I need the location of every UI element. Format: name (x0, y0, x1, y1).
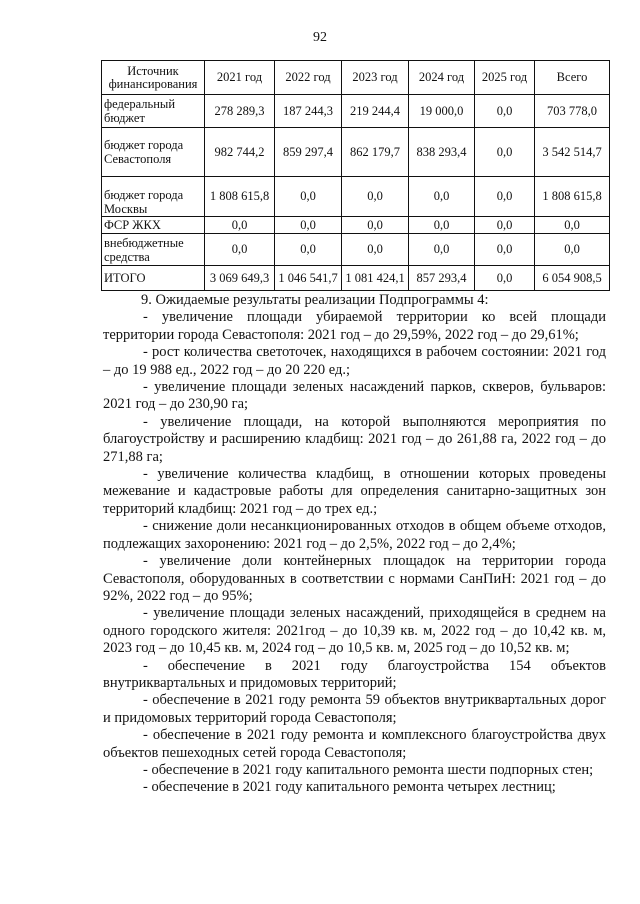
table-cell: 0,0 (409, 234, 475, 266)
table-cell: 0,0 (535, 234, 610, 266)
column-header: Источник финансирования (102, 61, 205, 95)
table-cell: 187 244,3 (275, 95, 342, 128)
table-cell: 6 054 908,5 (535, 266, 610, 291)
financing-table (101, 60, 610, 291)
table-cell: 857 293,4 (409, 266, 475, 291)
table-cell: 0,0 (342, 177, 409, 217)
table-row (102, 95, 610, 128)
page-number: 92 (313, 30, 327, 45)
table-cell: 0,0 (535, 217, 610, 234)
table-cell: 3 542 514,7 (535, 128, 610, 177)
table-cell: 0,0 (275, 234, 342, 266)
column-header: Всего (535, 61, 610, 95)
list-item: - увеличение площади, на которой выполняются мероприятия по благоустройству и расширению кладбищ: 2021 год – до 261,88 га, 2022 год – до 271,88 га; (103, 413, 606, 465)
column-header: 2025 год (475, 61, 535, 95)
table-cell: 1 808 615,8 (205, 177, 275, 217)
table-cell: 0,0 (409, 177, 475, 217)
table-cell: 838 293,4 (409, 128, 475, 177)
table-cell: 859 297,4 (275, 128, 342, 177)
table-cell: 0,0 (275, 177, 342, 217)
list-item: - увеличение площади зеленых насаждений, приходящейся в среднем на одного городского жителя: 2021год – до 10,39 кв. м, 2022 год – до 10,42 кв. м, 2023 год – до 10,45 кв. м, 2024 год – до 10,5 кв. м, 2025 год – до 10,52 кв. м; (103, 605, 606, 657)
row-source: ФСР ЖКХ (102, 217, 205, 234)
table-header-row (102, 61, 610, 95)
table-cell: 0,0 (475, 177, 535, 217)
table-cell: 862 179,7 (342, 128, 409, 177)
list-item: - снижение доли несанкционированных отходов в общем объеме отходов, подлежащих захоронению: 2021 год – до 2,5%, 2022 год – до 2,4%; (103, 518, 606, 552)
table-cell: 703 778,0 (535, 95, 610, 128)
table-cell: 1 081 424,1 (342, 266, 409, 291)
list-item: - обеспечение в 2021 году ремонта и комплексного благоустройства двух объектов пешеходных сетей города Севастополя; (103, 727, 606, 761)
list-item: - увеличение площади зеленых насаждений парков, скверов, бульваров: 2021 год – до 230,90 га; (103, 379, 606, 413)
table-cell: 3 069 649,3 (205, 266, 275, 291)
table-cell: 0,0 (342, 217, 409, 234)
table-cell: 0,0 (475, 128, 535, 177)
row-source: федеральный бюджет (102, 95, 205, 128)
expected-results-section (103, 292, 606, 797)
table-cell: 0,0 (475, 234, 535, 266)
table-cell: 0,0 (475, 95, 535, 128)
row-source: бюджет города Москвы (102, 177, 205, 217)
section-heading: 9. Ожидаемые результаты реализации Подпрограммы 4: (141, 292, 489, 308)
list-item: - рост количества светоточек, находящихся в рабочем состоянии: 2021 год – до 19 988 ед., 2022 год – до 20 220 ед.; (103, 344, 606, 378)
list-item: - обеспечение в 2021 году капитального ремонта четырех лестниц; (143, 779, 556, 796)
row-source: бюджет города Севастополя (102, 128, 205, 177)
list-item: - обеспечение в 2021 году капитального ремонта шести подпорных стен; (143, 761, 594, 778)
table-row (102, 177, 610, 217)
column-header: 2024 год (409, 61, 475, 95)
list-item: - обеспечение в 2021 году ремонта 59 объектов внутриквартальных дорог и придомовых территорий города Севастополя; (103, 692, 606, 726)
table-cell: 0,0 (475, 266, 535, 291)
table-cell: 0,0 (342, 234, 409, 266)
table-cell: 1 046 541,7 (275, 266, 342, 291)
table-cell: 0,0 (205, 234, 275, 266)
column-header: 2022 год (275, 61, 342, 95)
list-item: - увеличение количества кладбищ, в отношении которых проведены межевание и кадастровые работы для определения санитарно-защитных зон территорий кладбищ: 2021 год – до трех ед.; (103, 466, 606, 517)
list-item: - увеличение площади убираемой территории ко всей площади территории города Севастополя: 2021 год – до 29,59%, 2022 год – до 29,61%; (103, 309, 606, 343)
table-row (102, 234, 610, 266)
table-cell: 278 289,3 (205, 95, 275, 128)
table-cell: 19 000,0 (409, 95, 475, 128)
list-item: - обеспечение в 2021 году благоустройства 154 объектов внутриквартальных и придомовых территорий; (103, 657, 606, 691)
table-cell: 0,0 (275, 217, 342, 234)
table-row (102, 128, 610, 177)
table-cell: 1 808 615,8 (535, 177, 610, 217)
table-cell: 0,0 (205, 217, 275, 234)
list-item: - увеличение доли контейнерных площадок на территории города Севастополя, оборудованных в соответствии с нормами СанПиН: 2021 год – до 92%, 2022 год – до 95%; (103, 553, 606, 604)
table-cell: 0,0 (475, 217, 535, 234)
row-source: ИТОГО (102, 266, 205, 291)
table-cell: 0,0 (409, 217, 475, 234)
table-cell: 982 744,2 (205, 128, 275, 177)
table-row (102, 217, 610, 234)
row-source: внебюджетные средства (102, 234, 205, 266)
column-header: 2023 год (342, 61, 409, 95)
column-header: 2021 год (205, 61, 275, 95)
table-row (102, 266, 610, 291)
table-cell: 219 244,4 (342, 95, 409, 128)
